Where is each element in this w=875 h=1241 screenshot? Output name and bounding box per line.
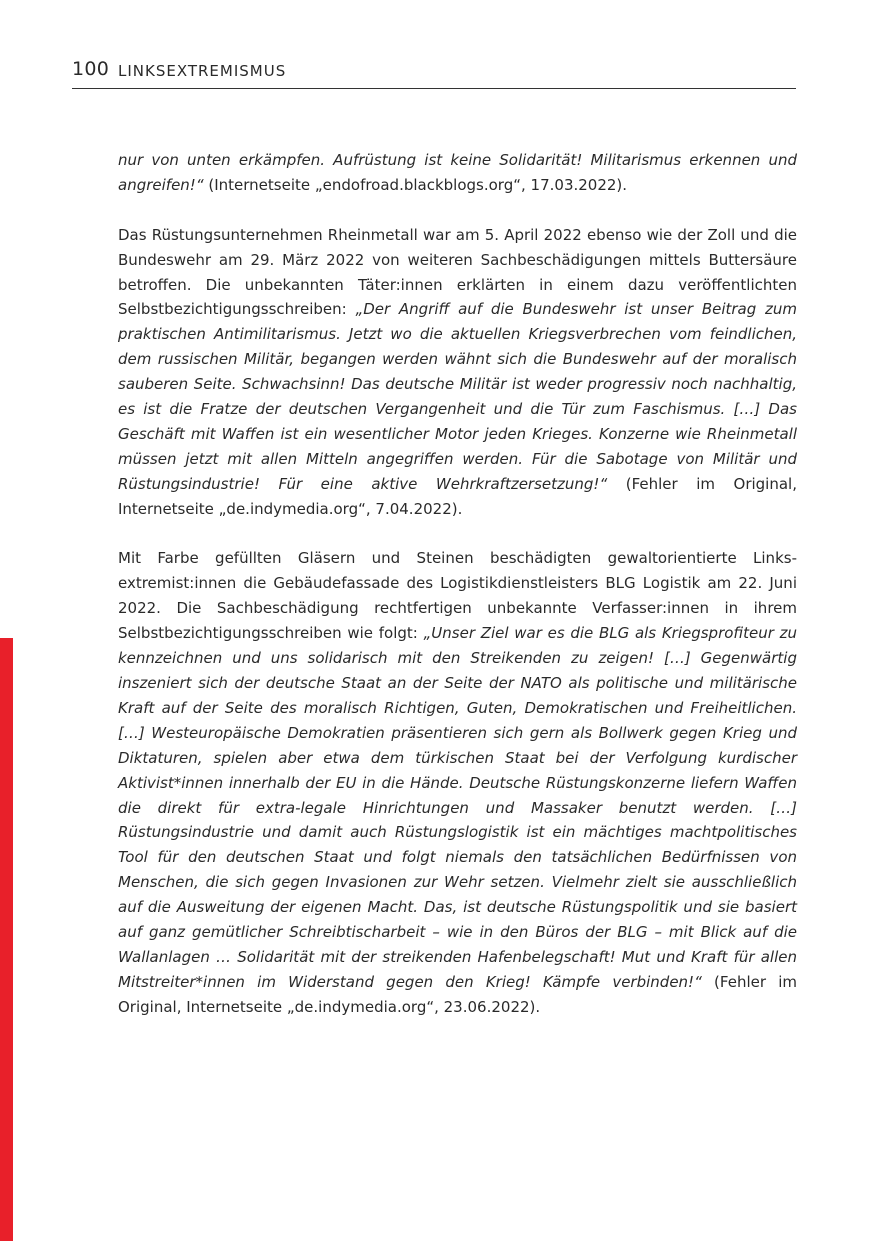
paragraph-intro: Das Rüstungsunternehmen Rheinmetall war am 5. April 2022 ebenso wie der Zoll und die Bundeswehr am 29. März 2022 von weiteren Sachbeschädigungen mittels Buttersäure betroffen. Die unbekannten Täter:innen erklärten in einem dazu veröffentlichten Selbstbezichtigungsschreiben: <box>118 225 797 319</box>
quote: nur von unten erkämpfen. Aufrüstung ist keine Solidarität! Militarismus erkennen und angreifen!“ <box>118 151 797 194</box>
quote: „Der Angriff auf die Bundeswehr ist unser Beitrag zum praktischen Antimilitarismus. Jetzt wo die aktuellen Kriegsverbrechen vom feindlichen, dem russischen Militär, begangen werden wähnt sich die Bundeswehr auf der moralisch sauberen Seite. Schwachsinn! Das deutsche Militär ist weder progressiv noch nachhaltig, es ist die Fratze der deutschen Vergangenheit und die Tür zum Faschismus. […] Das Geschäft mit Waffen ist ein wesentlicher Motor jeden Krieges. Konzerne wie Rheinmetall müssen jetzt mit allen Mitteln angegriffen werden. Für die Sabotage von Militär und Rüstungsindustrie! Für eine aktive Wehrkraftzersetzung!“ <box>118 300 797 493</box>
source-citation: (Fehler im Original, Internetseite „de.indymedia.org“, 7.04.2022). <box>118 474 797 518</box>
quote: „Unser Ziel war es die BLG als Kriegsprofiteur zu kennzeichnen und uns solidarisch mit den Streikenden zu zeigen! […] Gegenwärtig inszeniert sich der deutsche Staat an der Seite der NATO als politische und militärische Kraft auf der Seite des moralisch Richtigen, Guten, Demokratischen und Freiheitlichen. […] Westeuropäische Demokratien präsentieren sich gern als Bollwerk gegen Krieg und Diktaturen, spielen aber etwa dem türkischen Staat bei der Verfolgung kurdischer Aktivist*innen innerhalb der EU in die Hände. Deutsche Rüstungskonzerne liefern Waffen die direkt für extra-legale Hinrichtungen und Massaker benutzt werden. […] Rüstungsindustrie und damit auch Rüstungslogistik ist ein mächtiges machtpolitisches Tool für den deutschen Staat und folgt niemals den tatsächlichen Bedürfnissen von Menschen, die sich gegen Invasionen zur Wehr setzen. Vielmehr zielt sie ausschließlich auf die Ausweitung der eigenen Macht. Das, ist deutsche Rüstungspolitik und sie basiert auf ganz gemütlicher Schreibtischarbeit – wie in den Büros der BLG – mit Blick auf die Wallanlagen … Solidarität mit der streikenden Hafenbelegschaft! Mut und Kraft für allen Mitstreiter*innen im Widerstand gegen den Krieg! Kämpfe verbinden!“ <box>118 624 797 991</box>
chapter-marker-bar <box>0 638 13 1241</box>
source-citation: (Internetseite „endofroad.blackblogs.org“, 17.03.2022). <box>203 175 628 194</box>
paragraph-3 <box>118 546 797 1019</box>
source-citation: (Fehler im Original, Internetseite „de.indymedia.org“, 23.06.2022). <box>118 972 797 1016</box>
body-text <box>118 148 797 1045</box>
paragraph-intro: Mit Farbe gefüllten Gläsern und Steinen beschädigten gewaltorientierte Linksextremist:innen die Gebäudefassade des Logistikdienstleisters BLG Logistik am 22. Juni 2022. Die Sachbeschädigung rechtfertigen unbekannte Verfasser:innen in ihrem Selbstbezichtigungsschreiben wie folgt: <box>118 549 797 643</box>
running-head: LINKSEXTREMISMUS <box>118 62 287 80</box>
paragraph-1 <box>118 148 797 198</box>
page-number: 100 <box>72 58 110 80</box>
page-header <box>72 58 796 89</box>
paragraph-2 <box>118 223 797 522</box>
